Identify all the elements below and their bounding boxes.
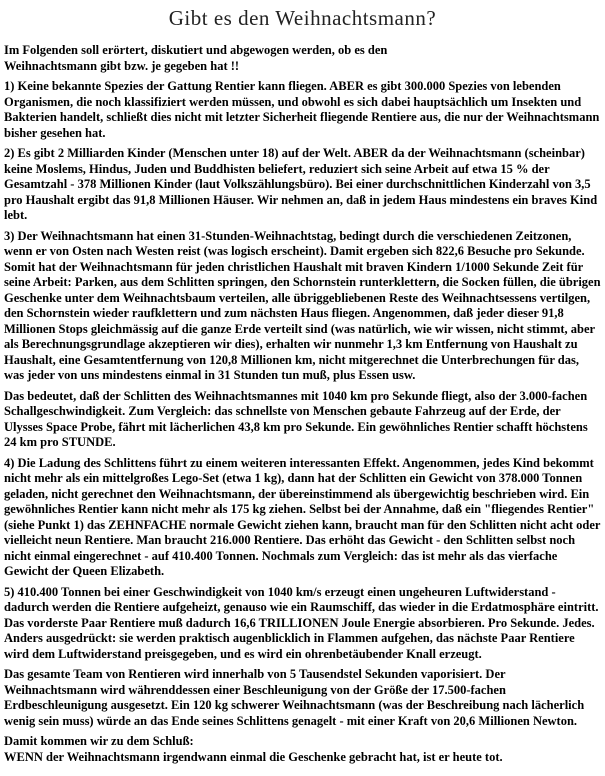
paragraph-sleigh-speed: Das bedeutet, daß der Schlitten des Weihnachtsmannes mit 1040 km pro Sekunde fliegt, also der 3.000-fachen Schallgeschwindigkeit. Zum Vergleich: das schnellste von Menschen gebaute Fahrzeug auf der Erde, der Ulysses Space Probe, fährt mit lächerlichen 43,8 km pro Sekunde. Ein gewöhnliches Rentier schafft höchstens 24 km pro STUNDE.: [4, 388, 588, 449]
intro-line-2: Weihnachtsmann gibt bzw. je gegeben hat !!: [4, 58, 240, 73]
paragraph-point-4: 4) Die Ladung des Schlittens führt zu einem weiteren interessanten Effekt. Angenommen, jedes Kind bekommt nicht mehr als ein mittelgroßes Lego-Set (etwa 1 kg), dann hat der Schlitten ein Gewicht von 378.000 Tonnen geladen, nicht gerechnet den Weihnachtsmann, der übereinstimmend als übergewichtig beschrieben wird. Ein gewöhnliches Rentier kann nicht mehr als 175 kg ziehen. Selbst bei der Annahme, daß ein "fliegendes Rentier" (siehe Punkt 1) das ZEHNFACHE normale Gewicht ziehen kann, braucht man für den Schlitten nicht acht oder vielleicht neun Rentiere. Man braucht 216.000 Rentiere. Das erhöht das Gewicht - den Schlitten selbst noch nicht einmal eingerechnet - auf 410.400 Tonnen. Nochmals zum Vergleich: das ist mehr als das vierfache Gewicht der Queen Elizabeth.: [4, 455, 601, 578]
paragraph-point-5: 5) 410.400 Tonnen bei einer Geschwindigkeit von 1040 km/s erzeugt einen ungeheuren Luftwiderstand - dadurch werden die Rentiere aufgeheizt, genauso wie ein Raumschiff, das wieder in die Erdatmosphäre eintritt. Das vorderste Paar Rentiere muß dadurch 16,6 TRILLIONEN Joule Energie absorbieren. Pro Sekunde. Jedes. Anders ausgedrückt: sie werden praktisch augenblicklich in Flammen aufgehen, das nächste Paar Rentiere wird dem Luftwiderstand preisgegeben, und es wird ein ohrenbetäubender Knall erzeugt.: [4, 584, 599, 661]
document: [0, 6, 605, 776]
paragraph-reindeer-team: Das gesamte Team von Rentieren wird innerhalb von 5 Tausendstel Sekunden vaporisiert. Der Weihnachtsmann wird währenddessen einer Beschleunigung von der Größe der 17.500-fachen Erdbeschleunigung ausgesetzt. Ein 120 kg schwerer Weihnachtsmann (was der Beschreibung nach lächerlich wenig sein muss) würde an das Ende seines Schlittens genagelt - mit einer Kraft von 20,6 Millionen Newton.: [4, 667, 585, 728]
conclusion-paragraph: [4, 734, 601, 765]
conclusion-line-2: WENN der Weihnachtsmann irgendwann einmal die Geschenke gebracht hat, ist er heute tot.: [4, 749, 503, 764]
paragraph-point-1: 1) Keine bekannte Spezies der Gattung Rentier kann fliegen. ABER es gibt 300.000 Spezies von lebenden Organismen, die noch klassifiziert werden müssen, und obwohl es sich dabei hauptsächlich um Insekten und Bakterien handelt, schließt dies nicht mit letzter Sicherheit fliegende Rentiere aus, die nur der Weihnachtsmann bisher gesehen hat.: [4, 79, 600, 140]
page-title: Gibt es den Weihnachtsmann?: [168, 6, 437, 30]
intro-line-1: Im Folgenden soll erörtert, diskutiert und abgewogen werden, ob es den: [4, 43, 388, 57]
paragraph-point-3: 3) Der Weihnachtsmann hat einen 31-Stunden-Weihnachtstag, bedingt durch die verschiedenen Zeitzonen, wenn er von Osten nach Westen reist (was logisch erscheint). Damit ergeben sich 822,6 Besuche pro Sekunde. Somit hat der Weihnachtsmann für jeden christlichen Haushalt mit braven Kindern 1/1000 Sekunde Zeit für seine Arbeit: Parken, aus dem Schlitten springen, den Schornstein runterklettern, die Socken füllen, die übrigen Geschenke unter dem Weihnachtsbaum verteilen, alle übriggebliebenen Reste des Weihnachtsessens vertilgen, den Schornstein wieder raufklettern und zum nächsten Haus fliegen. Angenommen, daß jeder dieser 91,8 Millionen Stops gleichmässig auf die ganze Erde verteilt sind (was natürlich, wie wir wissen, nicht stimmt, aber als Berechnungsgrundlage akzeptieren wir dies), erhalten wir nunmehr 1,3 km Entfernung von Haushalt zu Haushalt, eine Gesamtentfernung von 120,8 Millionen km, nicht mitgerechnet die Unterbrechungen für das, was jeder von uns mindestens einmal in 31 Stunden tun muß, plus Essen usw.: [4, 228, 601, 382]
intro-paragraph: [4, 43, 601, 74]
conclusion-line-1: Damit kommen wir zu dem Schluß:: [4, 734, 194, 748]
paragraph-point-2: 2) Es gibt 2 Milliarden Kinder (Menschen unter 18) auf der Welt. ABER da der Weihnachtsmann (scheinbar) keine Moslems, Hindus, Juden und Buddhisten beliefert, reduziert sich seine Arbeit auf etwa 15 % der Gesamtzahl - 378 Millionen Kinder (laut Volkszählungsbüro). Bei einer durchschnittlichen Kinderzahl von 3,5 pro Haushalt ergibt das 91,8 Millionen Häuser. Wir nehmen an, daß in jedem Haus mindestens ein braves Kind lebt.: [4, 146, 598, 222]
